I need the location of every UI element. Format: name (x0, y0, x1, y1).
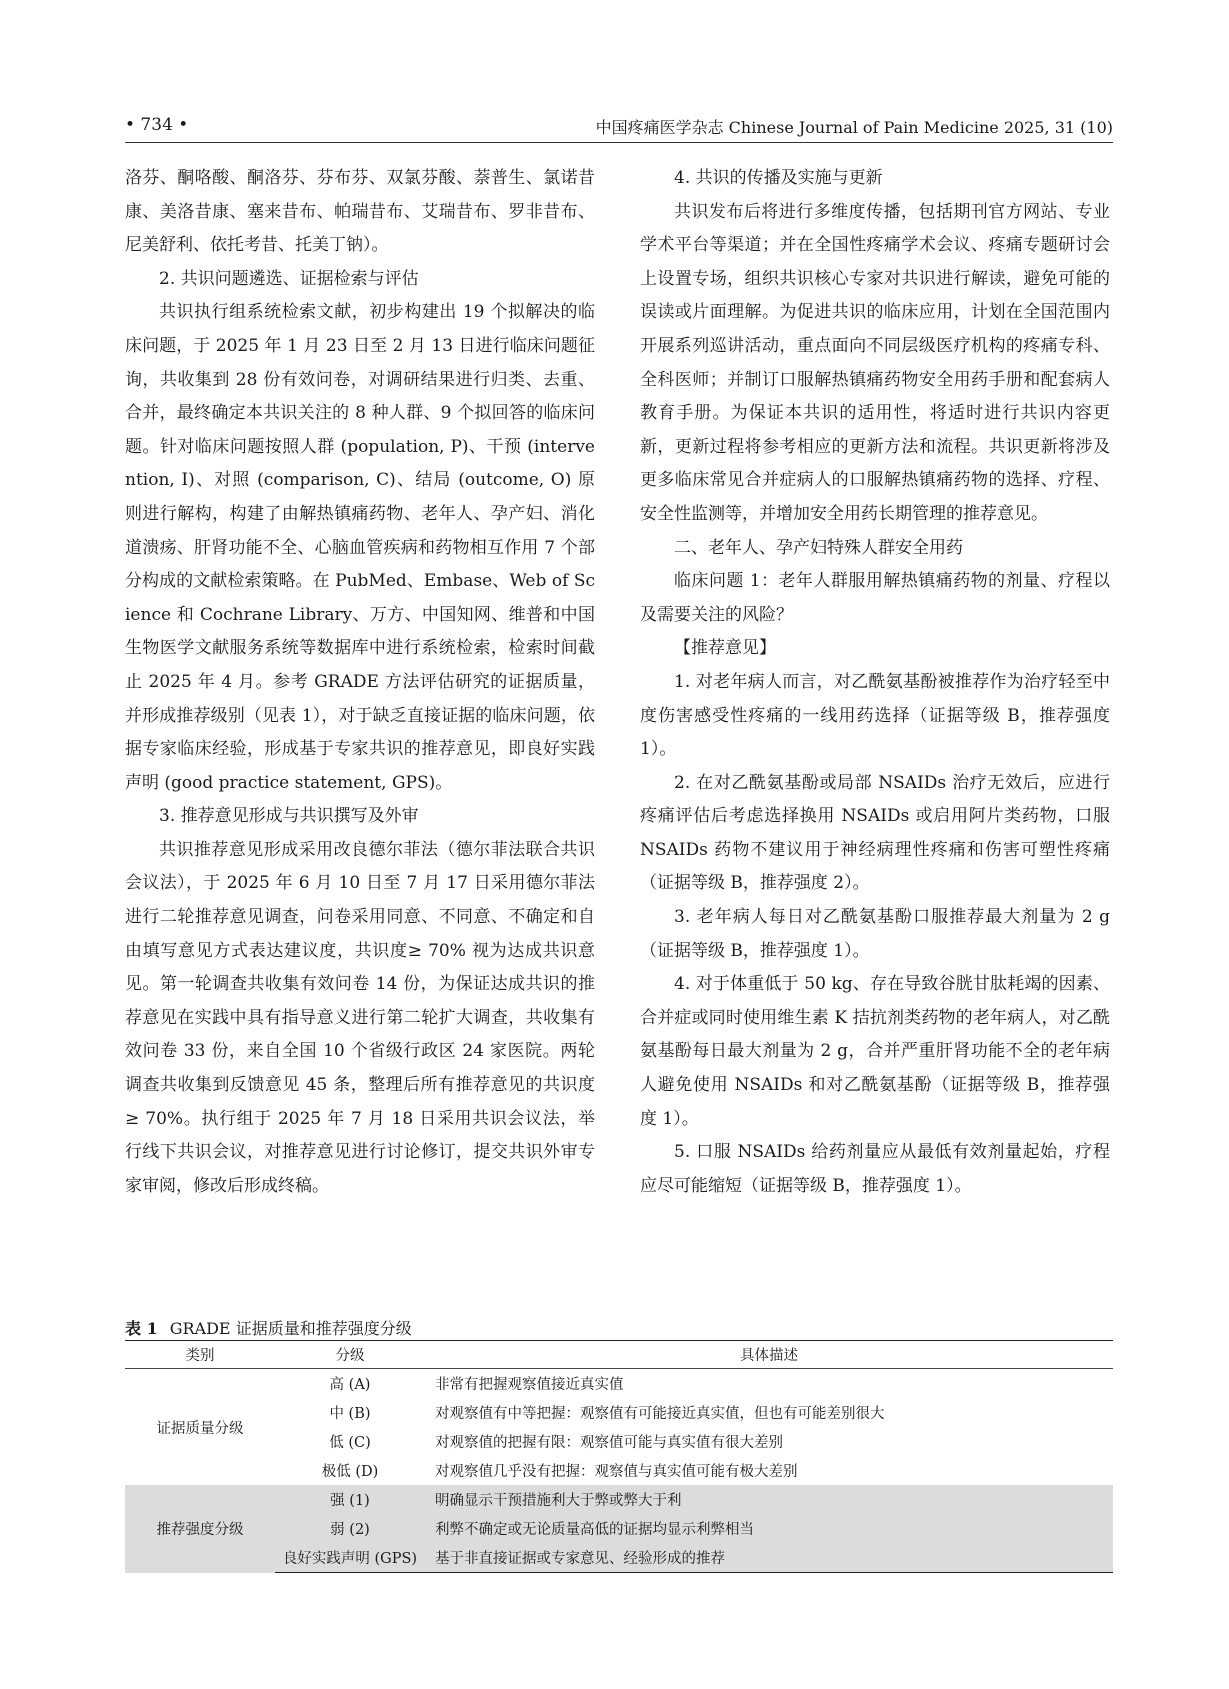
header-rule (125, 142, 1113, 143)
grade-table (125, 1340, 1113, 1573)
table-caption (125, 1316, 412, 1339)
paragraph: 二、老年人、孕产妇特殊人群安全用药 (674, 537, 963, 558)
paragraph: 【推荐意见】 (674, 638, 776, 659)
page-header (125, 113, 1113, 143)
page-number: • 734 • (125, 115, 189, 135)
description-cell: 明确显示干预措施利大于弊或弊大于利 (425, 1485, 1113, 1514)
paragraph: 2. 在对乙酰氨基酚或局部 NSAIDs 治疗无效后，应进行疼痛评估后考虑选择换用 NSAIDs 或启用阿片类药物，口服 NSAIDs 药物不建议用于神经病理性疼痛和伤害可塑性疼痛（证据等级 B，推荐强度 2）。 (640, 772, 1110, 894)
level-cell: 良好实践声明 (GPS) (275, 1543, 425, 1573)
category-cell: 证据质量分级 (156, 1420, 244, 1437)
paragraph: 2. 共识问题遴选、证据检索与评估 (159, 268, 419, 289)
table-title: GRADE 证据质量和推荐强度分级 (169, 1319, 412, 1338)
paragraph: 1. 对老年病人而言，对乙酰氨基酚被推荐作为治疗轻至中度伤害感受性疼痛的一线用药选择（证据等级 B，推荐强度 1）。 (640, 671, 1110, 760)
paragraph: 共识执行组系统检索文献，初步构建出 19 个拟解决的临床问题，于 2025 年 1 月 23 日至 2 月 13 日进行临床问题征询，共收集到 28 份有效问卷，对调研结果进行归类、去重、合并，最终确定本共识关注的 8 种人群、9 个拟回答的临床问题。针对临床问题按照人群 (population, P)、干预 (intervention, I)、对照 (comparison, C)、结局 (outcome, O) 原则进行解构，构建了由解热镇痛药物、老年人、孕产妇、消化道溃疡、肝肾功能不全、心脑血管疾病和药物相互作用 7 个部分构成的文献检索策略。在 PubMed、Embase、Web of Science 和 Cochrane Library、万方、中国知网、维普和中国生物医学文献服务系统等数据库中进行系统检索，检索时间截止 2025 年 4 月。参考 GRADE 方法评估研究的证据质量，并形成推荐级别（见表 1），对于缺乏直接证据的临床问题，依据专家临床经验，形成基于专家共识的推荐意见，即良好实践声明 (good practice statement, GPS)。 (125, 302, 595, 793)
paragraph: 临床问题 1：老年人群服用解热镇痛药物的剂量、疗程以及需要关注的风险？ (640, 571, 1110, 625)
level-cell: 弱 (2) (275, 1514, 425, 1543)
paragraph: 4. 对于体重低于 50 kg、存在导致谷胱甘肽耗竭的因素、合并症或同时使用维生素 K 拮抗剂类药物的老年病人，对乙酰氨基酚每日最大剂量为 2 g，合并严重肝肾功能不全的老年病人避免使用 NSAIDs 和对乙酰氨基酚（证据等级 B，推荐强度 1）。 (640, 974, 1110, 1129)
journal-citation: 中国疼痛医学杂志 Chinese Journal of Pain Medicine 2025, 31 (10) (595, 118, 1113, 137)
paragraph: 5. 口服 NSAIDs 给药剂量应从最低有效剂量起始，疗程应尽可能缩短（证据等级 B，推荐强度 1）。 (640, 1142, 1110, 1196)
level-cell: 极低 (D) (321, 1464, 379, 1480)
level-cell: 高 (A) (329, 1377, 371, 1393)
table-label: 表 1 (125, 1319, 158, 1338)
header-category: 类别 (125, 1341, 275, 1369)
description-cell: 对观察值有中等把握：观察值有可能接近真实值，但也有可能差别很大 (435, 1406, 885, 1422)
description-cell: 对观察值的把握有限：观察值可能与真实值有很大差别 (435, 1435, 783, 1451)
table-row (125, 1485, 1113, 1514)
description-cell: 非常有把握观察值接近真实值 (435, 1377, 624, 1393)
paragraph: 共识推荐意见形成采用改良德尔菲法（德尔菲法联合共识会议法），于 2025 年 6 月 10 日至 7 月 17 日采用德尔菲法进行二轮推荐意见调查，问卷采用同意、不同意、不确定和自由填写意见方式表达建议度，共识度≥ 70% 视为达成共识意见。第一轮调查共收集有效问卷 14 份，为保证达成共识的推荐意见在实践中具有指导意义进行第二轮扩大调查，共收集有效问卷 33 份，来自全国 10 个省级行政区 24 家医院。两轮调查共收集到反馈意见 45 条，整理后所有推荐意见的共识度≥ 70%。执行组于 2025 年 7 月 18 日采用共识会议法，举行线下共识会议，对推荐意见进行讨论修订，提交共识外审专家审阅，修改后形成终稿。 (125, 839, 595, 1196)
table-header-row (125, 1341, 1113, 1369)
description-cell: 对观察值几乎没有把握：观察值与真实值可能有极大差别 (435, 1464, 798, 1480)
level-cell: 中 (B) (329, 1406, 371, 1422)
level-cell: 强 (1) (275, 1485, 425, 1514)
description-cell: 基于非直接证据或专家意见、经验形成的推荐 (425, 1543, 1113, 1573)
left-column (125, 162, 595, 1203)
category-cell: 推荐强度分级 (125, 1485, 275, 1573)
header-level: 分级 (275, 1341, 425, 1369)
paragraph: 共识发布后将进行多维度传播，包括期刊官方网站、专业学术平台等渠道；并在全国性疼痛学术会议、疼痛专题研讨会上设置专场，组织共识核心专家对共识进行解读，避免可能的误读或片面理解。为促进共识的临床应用，计划在全国范围内开展系列巡讲活动，重点面向不同层级医疗机构的疼痛专科、全科医师；并制订口服解热镇痛药物安全用药手册和配套病人教育手册。为保证本共识的适用性，将适时进行共识内容更新，更新过程将参考相应的更新方法和流程。共识更新将涉及更多临床常见合并症病人的口服解热镇痛药物的选择、疗程、安全性监测等，并增加安全用药长期管理的推荐意见。 (640, 201, 1110, 524)
table-row (125, 1369, 1113, 1399)
paragraph: 4. 共识的传播及实施与更新 (674, 168, 883, 188)
paragraph: 3. 老年病人每日对乙酰氨基酚口服推荐最大剂量为 2 g（证据等级 B，推荐强度 1）。 (640, 907, 1110, 961)
description-cell: 利弊不确定或无论质量高低的证据均显示利弊相当 (425, 1514, 1113, 1543)
header-description: 具体描述 (425, 1341, 1113, 1369)
paragraph: 3. 推荐意见形成与共识撰写及外审 (159, 806, 419, 827)
paragraph: 洛芬、酮咯酸、酮洛芬、芬布芬、双氯芬酸、萘普生、氯诺昔康、美洛昔康、塞来昔布、帕瑞昔布、艾瑞昔布、罗非昔布、尼美舒利、依托考昔、托美丁钠）。 (125, 168, 595, 256)
level-cell: 低 (C) (329, 1435, 371, 1451)
right-column (640, 162, 1110, 1203)
